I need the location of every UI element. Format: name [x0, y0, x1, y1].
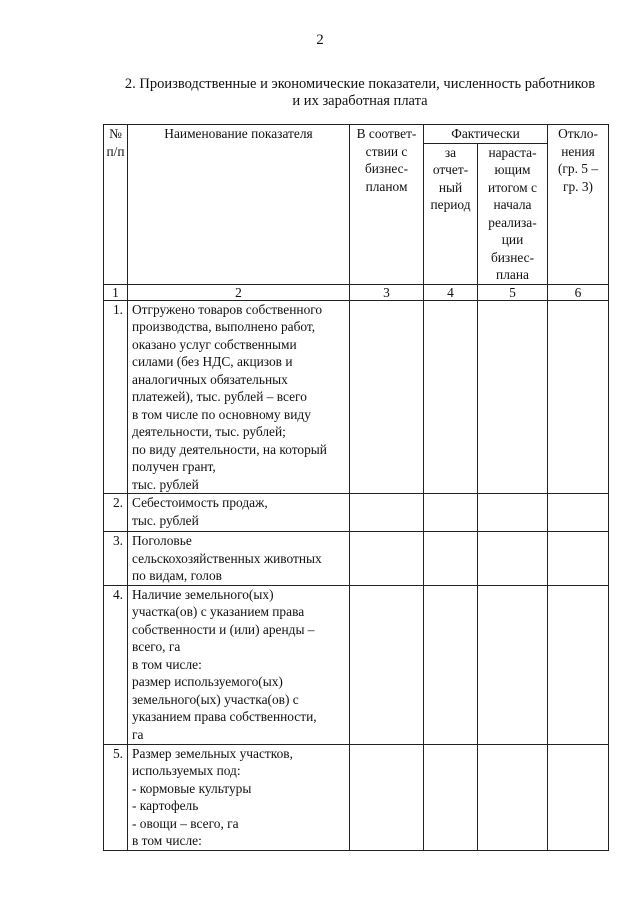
cell-cumulative[interactable] — [478, 585, 548, 744]
section-title-line-1: 2. Производственные и экономические показатели, численность работников — [124, 76, 596, 92]
row-indicator-name: Себестоимость продаж, тыс. рублей — [128, 494, 350, 532]
cell-cumulative[interactable] — [478, 300, 548, 494]
header-deviation: Откло- нения (гр. 5 – гр. 3) — [548, 125, 609, 285]
cell-cumulative[interactable] — [478, 532, 548, 586]
row-indicator-name: Наличие земельного(ых) участка(ов) с указанием права собственности и (или) аренды – всего, га в том числе: размер используемого(ых) земельного(ых) участка(ов) с указанием права собственности, га — [128, 585, 350, 744]
column-index: 2 — [128, 284, 350, 300]
column-index: 4 — [424, 284, 478, 300]
cell-reporting-period[interactable] — [424, 532, 478, 586]
cell-reporting-period[interactable] — [424, 744, 478, 850]
cell-reporting-period[interactable] — [424, 300, 478, 494]
column-index: 1 — [104, 284, 128, 300]
row-number: 2. — [104, 494, 128, 532]
row-number: 5. — [104, 744, 128, 850]
cell-deviation[interactable] — [548, 585, 609, 744]
row-indicator-name: Размер земельных участков, используемых под: - кормовые культуры - картофель - овощи – всего, га в том числе: — [128, 744, 350, 850]
column-index: 5 — [478, 284, 548, 300]
indicators-table — [103, 124, 609, 851]
row-number: 4. — [104, 585, 128, 744]
section-title — [100, 76, 620, 110]
cell-deviation[interactable] — [548, 532, 609, 586]
cell-business-plan[interactable] — [350, 300, 424, 494]
row-indicator-name: Отгружено товаров собственного производства, выполнено работ, оказано услуг собственными силами (без НДС, акцизов и аналогичных обязательных платежей), тыс. рублей – всего в том числе по основному виду деятельности, тыс. рублей; по виду деятельности, на который получен грант, тыс. рублей — [128, 300, 350, 494]
cell-cumulative[interactable] — [478, 744, 548, 850]
table-row — [104, 532, 609, 586]
cell-business-plan[interactable] — [350, 494, 424, 532]
section-title-line-2: и их заработная плата — [292, 93, 428, 109]
cell-cumulative[interactable] — [478, 494, 548, 532]
header-indicator-name: Наименование показателя — [128, 125, 350, 285]
header-actual-group: Фактически — [424, 125, 548, 144]
cell-deviation[interactable] — [548, 744, 609, 850]
row-number: 1. — [104, 300, 128, 494]
cell-deviation[interactable] — [548, 494, 609, 532]
cell-business-plan[interactable] — [350, 585, 424, 744]
page-number: 2 — [316, 32, 324, 48]
cell-business-plan[interactable] — [350, 744, 424, 850]
cell-reporting-period[interactable] — [424, 585, 478, 744]
cell-deviation[interactable] — [548, 300, 609, 494]
table-header-row — [104, 125, 609, 144]
header-business-plan: В соответ- ствии с бизнес- планом — [350, 125, 424, 285]
header-cumulative: нараста- ющим итогом с начала реализа- ции бизнес- плана — [478, 143, 548, 284]
table-row — [104, 494, 609, 532]
cell-business-plan[interactable] — [350, 532, 424, 586]
table-row — [104, 300, 609, 494]
column-index: 3 — [350, 284, 424, 300]
row-indicator-name: Поголовье сельскохозяйственных животных по видам, голов — [128, 532, 350, 586]
table-row — [104, 744, 609, 850]
column-index: 6 — [548, 284, 609, 300]
table-row — [104, 585, 609, 744]
header-number: № п/п — [104, 125, 128, 285]
cell-reporting-period[interactable] — [424, 494, 478, 532]
column-index-row — [104, 284, 609, 300]
row-number: 3. — [104, 532, 128, 586]
header-reporting-period: за отчет- ный период — [424, 143, 478, 284]
